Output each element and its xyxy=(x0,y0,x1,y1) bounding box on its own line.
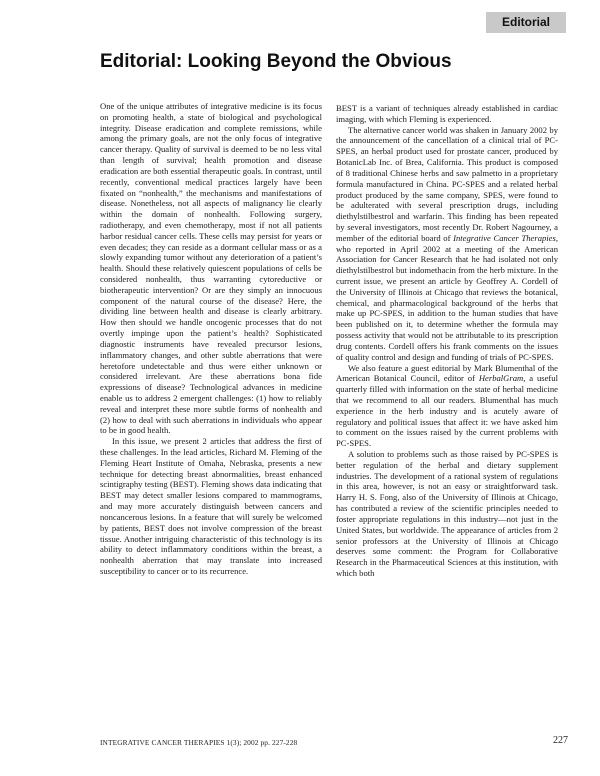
left-paragraph-2: In this issue, we present 2 articles that address the first of these challenges. In the lead articles, Richard M. Fleming of the Fleming Heart Institute of Omaha, Nebraska, presents a new technique for detecting breast abnormalities, breast enhanced scintigraphy testing (BEST). Fleming shows data indicating that BEST may detect smaller lesions compared to mammograms, and may more accurately distinguish between cancers and noncancerous lesions. In a feature that will surely be welcomed by patients, BEST does not involve compression of the breast tissue. Another intriguing characteristic of this technology is its ability to detect inflammatory conditions within the breast, a nonhealth aberration that may translate into increased susceptibility to cancer or to its recurrence. xyxy=(100,436,322,576)
right-paragraph-2-text-a: The alternative cancer world was shaken in January 2002 by the announcement of the cancellation of a clinical trial of PC-SPES, an herbal product used for prostate cancer, produced by BotanicLab Inc. of Brea, California. This product is composed of 8 traditional Chinese herbs and saw palmetto in a proprietary formula manufactured in China. PC-SPES and a related herbal product produced by the same company, SPES, were found to be adulterated with several prescription drugs, including diethylstilbestrol and warfarin. This finding has been repeated by several investigators, most recently Dr. Robert Nagourney, a member of the editorial board of xyxy=(336,124,558,243)
journal-citation: INTEGRATIVE CANCER THERAPIES 1(3); 2002 pp. 227-228 xyxy=(100,738,298,747)
right-column xyxy=(336,103,558,708)
right-paragraph-2 xyxy=(336,125,558,363)
publication-name: HerbalGram xyxy=(478,373,524,384)
right-paragraph-2-text-b: , who reported in April 2002 at a meeting of the American Association for Cancer Research that he had isolated not only diethylstilbestrol but indomethacin from the herb mixture. In the current issue, we present an article by Geoffrey A. Cordell of the University of Illinois at Chicago that reviews the botanical, chemical, and pharmacological background of the herbs that make up PC-SPES, in addition to the human studies that have been published on it, to determine whether the formula may possess activity that would not be attributable to its prescription drug contents. Cordell offers his frank comments on the issues of quality control and design and funding of trials of PC-SPES. xyxy=(336,232,558,362)
section-label: Editorial xyxy=(486,12,566,33)
right-paragraph-3-text-a: We also feature a guest editorial by Mark Blumenthal of the American Botanical Council, editor of xyxy=(336,362,558,384)
right-paragraph-1: BEST is a variant of techniques already established in cardiac imaging, with which Fleming is experienced. xyxy=(336,103,558,124)
left-paragraph-1: One of the unique attributes of integrative medicine is its focus on promoting health, a state of biological and psychological integrity. Disease eradication and complete remissions, while among the primary goals, are not the only focus of integrative cancer therapy. Quality of survival is deemed to be no less vital than length of survival; health promotion and disease eradication are both essential therapeutic goals. In contrast, until recently, conventional medical practices largely have been fixated on “nonhealth,” the mechanisms and manifestations of disease. Nonetheless, not all aspects of malignancy lie clearly within the domain of nonhealth. Following surgery, radiotherapy, and even chemotherapy, most if not all patients harbor residual cancer cells. These cells may persist for years or even decades; they can reside as a dormant cellular mass or as a slowly expanding tumor without any deterioration of a patient’s health. Should these relatively quiescent populations of cells be considered nonhealth, thus warranting cytoreductive or biotherapeutic intervention? Or are they simply an innocuous component of the natural course of the disease? Here, the dividing line between health and disease is clearly arbitrary. How then should we handle oncogenic processes that do not overtly impinge upon the patient’s health? Sophisticated diagnostic instruments have revealed precursor lesions, inflammatory changes, and other subtle aberrations that were heretofore undetectable and thus were either unknown or considered irrelevant. Are these aberrations bona fide expressions of disease? Technological advances in medicine enable us to address 2 emergent challenges: (1) how to reliably reveal and interpret these more subtle forms of nonhealth and (2) how to deal with such aberrations in individuals who appear to be in good health. xyxy=(100,101,322,436)
right-paragraph-4: A solution to problems such as those raised by PC-SPES is better regulation of the herbal and dietary supplement industries. The development of a rational system of regulations in this area, however, is not an easy or straightforward task. Harry H. S. Fong, also of the University of Illinois at Chicago, has contributed a review of the scientific principles needed to foster appropriate regulations in this industry—not just in the United States, but worldwide. The appearance of articles from 2 senior professors at the University of Illinois at Chicago deserves some comment: the Program for Collaborative Research in the Pharmaceutical Sciences at this institution, with which both xyxy=(336,449,558,578)
page-number: 227 xyxy=(553,735,568,746)
left-column xyxy=(100,101,322,706)
right-paragraph-3 xyxy=(336,363,558,450)
right-paragraph-3-text-b: , a useful quarterly filled with information on the state of herbal medicine that we recommend to all our readers. Blumenthal has much experience in the herb industry and is acutely aware of regulatory and political issues that affect it: we have asked him to comment on the issues raised by the current problems with PC-SPES. xyxy=(336,373,558,449)
journal-name: Integrative Cancer Therapies xyxy=(453,232,556,243)
article-title: Editorial: Looking Beyond the Obvious xyxy=(100,51,452,72)
